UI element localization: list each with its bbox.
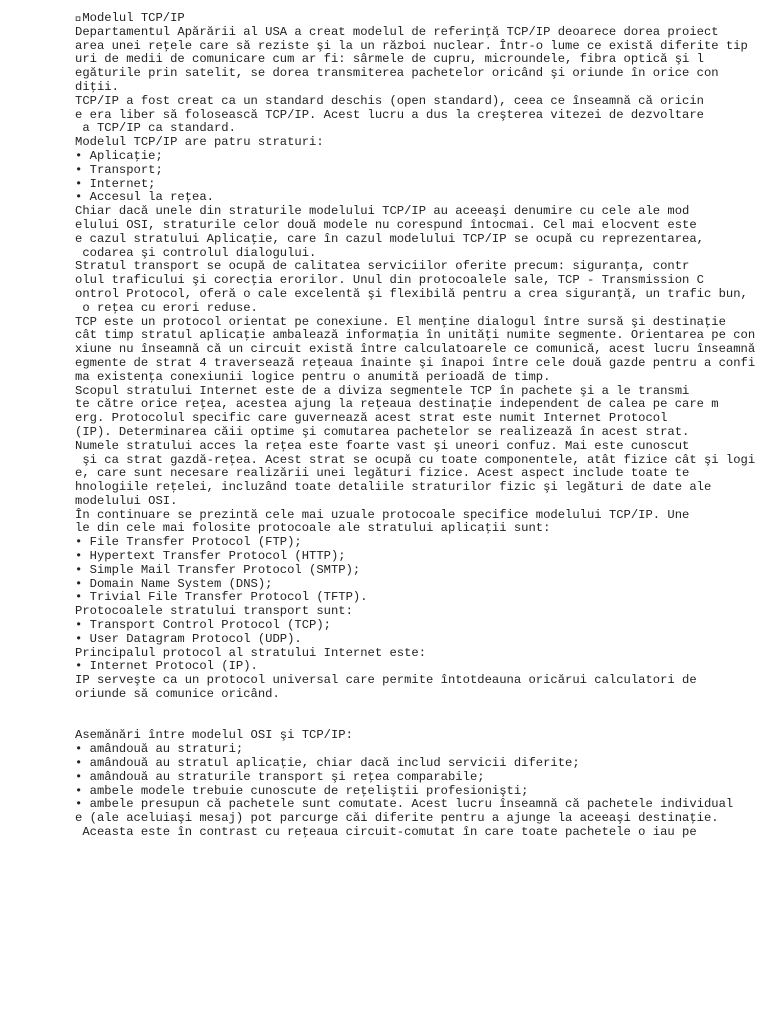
- text-line: modelului OSI.: [75, 493, 178, 508]
- text-line: Chiar dacă unele din straturile modelului TCP/IP au aceeaşi denumire cu cele ale mod: [75, 204, 690, 219]
- text-line: te către orice reţea, acestea ajung la reţeaua destinaţie independent de calea pe care m: [75, 397, 719, 412]
- text-line: e, care sunt necesare realizării unei legături fizice. Acest aspect include toate te: [75, 466, 690, 481]
- text-line: codarea şi controlul dialogului.: [75, 245, 317, 260]
- text-line: e era liber să folosească TCP/IP. Acest lucru a dus la creşterea vitezei de dezvoltare: [75, 107, 704, 122]
- text-line: oriunde să comunice oricând.: [75, 687, 280, 702]
- text-line: olul traficului şi corecţia erorilor. Unul din protocoalele sale, TCP - Transmission C: [75, 273, 704, 288]
- text-line: • ambele modele trebuie cunoscute de reţeliştii profesionişti;: [75, 783, 529, 798]
- text-line: egmente de strat 4 traversează reţeaua înainte şi înapoi între cele două gazde pentru a confi: [75, 355, 756, 370]
- text-line: Modelul TCP/IP: [75, 12, 185, 25]
- text-line: • Aplicaţie;: [75, 148, 163, 163]
- text-line: • Internet;: [75, 176, 156, 191]
- text-line: uri de medii de comunicare cum ar fi: sârmele de cupru, microundele, fibra optică şi l: [75, 52, 704, 67]
- text-line: area unei reţele care să reziste şi la un război nuclear. Într-o lume ce există diferite tip: [75, 38, 748, 53]
- text-line: • Simple Mail Transfer Protocol (SMTP);: [75, 562, 361, 577]
- text-line: • ambele presupun că pachetele sunt comutate. Acest lucru înseamnă că pachetele individual: [75, 797, 734, 812]
- text-line: Stratul transport se ocupă de calitatea serviciilor oferite precum: siguranţa, contr: [75, 259, 690, 274]
- text-line: erg. Protocolul specific care guvernează acest strat este numit Internet Protocol: [75, 411, 668, 426]
- text-line: • User Datagram Protocol (UDP).: [75, 631, 302, 646]
- text-line: Principalul protocol al stratului Internet este:: [75, 645, 427, 660]
- text-line: • amândouă au straturile transport şi reţea comparabile;: [75, 769, 485, 784]
- text-line: Aceasta este în contrast cu reţeaua circuit-comutat în care toate pachetele o iau pe: [75, 825, 697, 840]
- text-line: • Transport;: [75, 162, 163, 177]
- text-line: Scopul stratului Internet este de a diviza segmentele TCP în pachete şi a le transmi: [75, 383, 690, 398]
- text-line: • File Transfer Protocol (FTP);: [75, 535, 302, 550]
- text-line: În continuare se prezintă cele mai uzuale protocoale specifice modelului TCP/IP. Une: [75, 507, 690, 522]
- text-line: ma existenţa conexiunii logice pentru o anumită perioadă de timp.: [75, 369, 551, 384]
- text-line: Departamentul Apărării al USA a creat modelul de referinţă TCP/IP deoarece dorea proiect: [75, 24, 719, 39]
- text-line: TCP este un protocol orientat pe conexiune. El menţine dialogul între sursă şi destinaţie: [75, 314, 726, 329]
- text-line: • Internet Protocol (IP).: [75, 659, 258, 674]
- document-text: [75, 12, 768, 840]
- text-line: o reţea cu erori reduse.: [75, 300, 258, 315]
- text-line: • Hypertext Transfer Protocol (HTTP);: [75, 549, 346, 564]
- text-line: şi ca strat gazdă-reţea. Acest strat se ocupă cu toate componentele, atât fizice cât şi logi: [75, 452, 756, 467]
- text-line: egăturile prin satelit, se dorea transmiterea pachetelor oricând şi oriunde în orice con: [75, 66, 719, 81]
- text-line: hnologiile reţelei, incluzând toate detaliile straturilor fizic şi legături de date ale: [75, 480, 712, 495]
- text-line: a TCP/IP ca standard.: [75, 121, 236, 136]
- text-line: (IP). Determinarea căii optime şi comutarea pachetelor se realizează în acest strat.: [75, 424, 690, 439]
- text-line: • Accesul la reţea.: [75, 190, 214, 205]
- text-line: • Trivial File Transfer Protocol (TFTP).: [75, 590, 368, 605]
- text-line: elului OSI, straturile celor două modele nu corespund întocmai. Cel mai elocvent este: [75, 217, 697, 232]
- text-line: le din cele mai folosite protocoale ale stratului aplicaţii sunt:: [75, 521, 551, 536]
- text-line: Protocoalele stratului transport sunt:: [75, 604, 353, 619]
- text-line: xiune nu înseamnă că un circuit există între calculatoarele ce comunică, acest lucru înseamnă: [75, 342, 756, 357]
- text-line: Asemănări între modelul OSI şi TCP/IP:: [75, 728, 353, 743]
- text-line: Numele stratului acces la reţea este foarte vast şi uneori confuz. Mai este cunoscut: [75, 438, 690, 453]
- text-line: • amândouă au stratul aplicaţie, chiar dacă includ servicii diferite;: [75, 756, 580, 771]
- text-line: e cazul stratului Aplicaţie, care în cazul modelului TCP/IP se ocupă cu reprezentarea,: [75, 231, 704, 246]
- text-line: e (ale aceluiaşi mesaj) pot parcurge căi diferite pentru a ajunge la aceeaşi destinaţie.: [75, 811, 719, 826]
- text-line: cât timp stratul aplicaţie ambalează informaţia în unităţi numite segmente. Orientarea pe con: [75, 328, 756, 343]
- blank-line: [75, 716, 768, 730]
- text-line: • Transport Control Protocol (TCP);: [75, 618, 331, 633]
- text-line: TCP/IP a fost creat ca un standard deschis (open standard), ceea ce înseamnă că oricin: [75, 93, 704, 108]
- text-line: IP serveşte ca un protocol universal care permite întotdeauna oricărui calculatori de: [75, 673, 697, 688]
- text-line: • Domain Name System (DNS);: [75, 576, 273, 591]
- text-line: • amândouă au straturi;: [75, 742, 244, 757]
- text-line: Modelul TCP/IP are patru straturi:: [75, 135, 324, 150]
- text-line: diţii.: [75, 79, 119, 94]
- blank-line: [75, 702, 768, 716]
- text-line: ontrol Protocol, oferă o cale excelentă şi flexibilă pentru a crea siguranţă, un trafic bun,: [75, 286, 748, 301]
